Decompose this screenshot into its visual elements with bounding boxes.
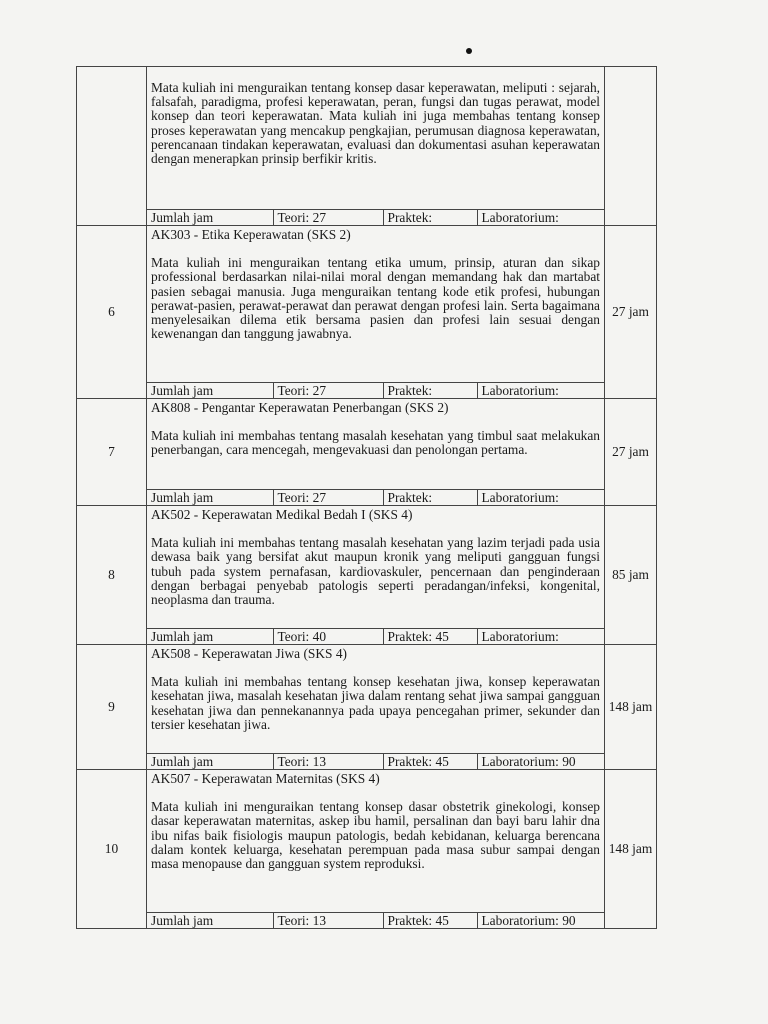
praktek-hours: Praktek: (383, 490, 477, 506)
hours-breakdown (147, 489, 605, 505)
course-description: Mata kuliah ini menguraikan tentang etika umum, prinsip, aturan dan sikap professional berdasarkan nilai-nilai moral dengan memandang hak dan martabat pasien sebagai manusia. Juga menguraikan tentang kode etik profesi, hubungan perawat-pasien, perawat-perawat dan perawat dengan profesi lain. Serta bagaimana menyelesaikan dilema etik bersama pasien dan profesi lain sesuai dengan kewenangan dan tanggung jawabnya. (151, 255, 600, 342)
hours-breakdown (147, 628, 605, 644)
row-number: 6 (77, 226, 147, 399)
praktek-hours: Praktek: 45 (383, 629, 477, 645)
hours-breakdown (147, 382, 605, 398)
total-hours: 27 jam (605, 399, 657, 506)
course-description: Mata kuliah ini menguraikan tentang konsep dasar keperawatan, meliputi : sejarah, falsafah, paradigma, profesi keperawatan, peran, fungsi dan tugas perawat, model konsep dan teori keperawatan. Mata kuliah ini juga membahas tentang konsep proses keperawatan yang mencakup pengkajian, perumusan diagnosa keperawatan, perencanaan tindakan keperawatan, evaluasi dan dokumentasi asuhan keperawatan dengan menerapkan prinsip berfikir kritis. (151, 80, 600, 167)
laboratorium-hours: Laboratorium: 90 (477, 913, 605, 929)
praktek-hours: Praktek: 45 (383, 754, 477, 770)
jumlah-jam-label: Jumlah jam (147, 754, 273, 770)
course-title: AK507 - Keperawatan Maternitas (SKS 4) (151, 771, 380, 786)
row-number: 7 (77, 399, 147, 506)
jumlah-jam-label: Jumlah jam (147, 383, 273, 399)
course-row (77, 770, 657, 929)
teori-hours: Teori: 27 (273, 210, 383, 226)
course-title: AK303 - Etika Keperawatan (SKS 2) (151, 227, 351, 242)
course-table (76, 66, 657, 929)
course-description: Mata kuliah ini membahas tentang masalah kesehatan yang lazim terjadi pada usia dewasa baik yang bersifat akut maupun kronik yang meliputi gangguan fungsi tubuh pada system pernafasan, kardiovaskuler, pencernaan dan penginderaan dengan berbagai penyebab patologis seperti peradangan/infeksi, kongenital, neoplasma dan trauma. (151, 535, 600, 608)
course-description: Mata kuliah ini membahas tentang konsep kesehatan jiwa, konsep keperawatan kesehatan jiwa, masalah kesehatan jiwa dalam rentang sehat jiwa sampai gangguan kesehatan jiwa dan pennekanannya pada upaya pencegahan primer, sekunder dan tersier kesehatan jiwa. (151, 674, 600, 732)
praktek-hours: Praktek: (383, 210, 477, 226)
laboratorium-hours: Laboratorium: (477, 383, 605, 399)
hours-breakdown (147, 209, 605, 225)
row-number: 8 (77, 506, 147, 645)
laboratorium-hours: Laboratorium: (477, 629, 605, 645)
course-title: AK808 - Pengantar Keperawatan Penerbangan (SKS 2) (151, 400, 449, 415)
row-number: 10 (77, 770, 147, 929)
course-title: AK508 - Keperawatan Jiwa (SKS 4) (151, 646, 347, 661)
row-number: 9 (77, 645, 147, 770)
jumlah-jam-label: Jumlah jam (147, 629, 273, 645)
course-row (77, 399, 657, 506)
course-row (77, 645, 657, 770)
jumlah-jam-label: Jumlah jam (147, 210, 273, 226)
teori-hours: Teori: 13 (273, 754, 383, 770)
praktek-hours: Praktek: 45 (383, 913, 477, 929)
total-hours: 27 jam (605, 226, 657, 399)
jumlah-jam-label: Jumlah jam (147, 913, 273, 929)
teori-hours: Teori: 27 (273, 383, 383, 399)
course-description: Mata kuliah ini membahas tentang masalah kesehatan yang timbul saat melakukan penerbangan, cara mencegah, mengevakuasi dan penolongan pertama. (151, 428, 600, 458)
hours-breakdown (147, 912, 605, 928)
laboratorium-hours: Laboratorium: 90 (477, 754, 605, 770)
row-number (77, 67, 147, 226)
course-row (77, 67, 657, 226)
total-hours (605, 67, 657, 226)
laboratorium-hours: Laboratorium: (477, 210, 605, 226)
total-hours: 85 jam (605, 506, 657, 645)
laboratorium-hours: Laboratorium: (477, 490, 605, 506)
page-mark (466, 48, 472, 54)
hours-breakdown (147, 753, 605, 769)
course-description: Mata kuliah ini menguraikan tentang konsep dasar obstetrik ginekologi, konsep dasar keperawatan maternitas, askep ibu hamil, persalinan dan bayi baru lahir dna ibu nifas baik fisiologis maupun patologis, bedah kebidanan, keluarga berencana dalam kontek keluarga, kesehatan perempuan pada masa subur sampai dengan masa menopause dan gangguan system reproduksi. (151, 799, 600, 872)
praktek-hours: Praktek: (383, 383, 477, 399)
course-row (77, 506, 657, 645)
teori-hours: Teori: 13 (273, 913, 383, 929)
jumlah-jam-label: Jumlah jam (147, 490, 273, 506)
total-hours: 148 jam (605, 770, 657, 929)
teori-hours: Teori: 40 (273, 629, 383, 645)
total-hours: 148 jam (605, 645, 657, 770)
course-row (77, 226, 657, 399)
course-title: AK502 - Keperawatan Medikal Bedah I (SKS 4) (151, 507, 413, 522)
teori-hours: Teori: 27 (273, 490, 383, 506)
